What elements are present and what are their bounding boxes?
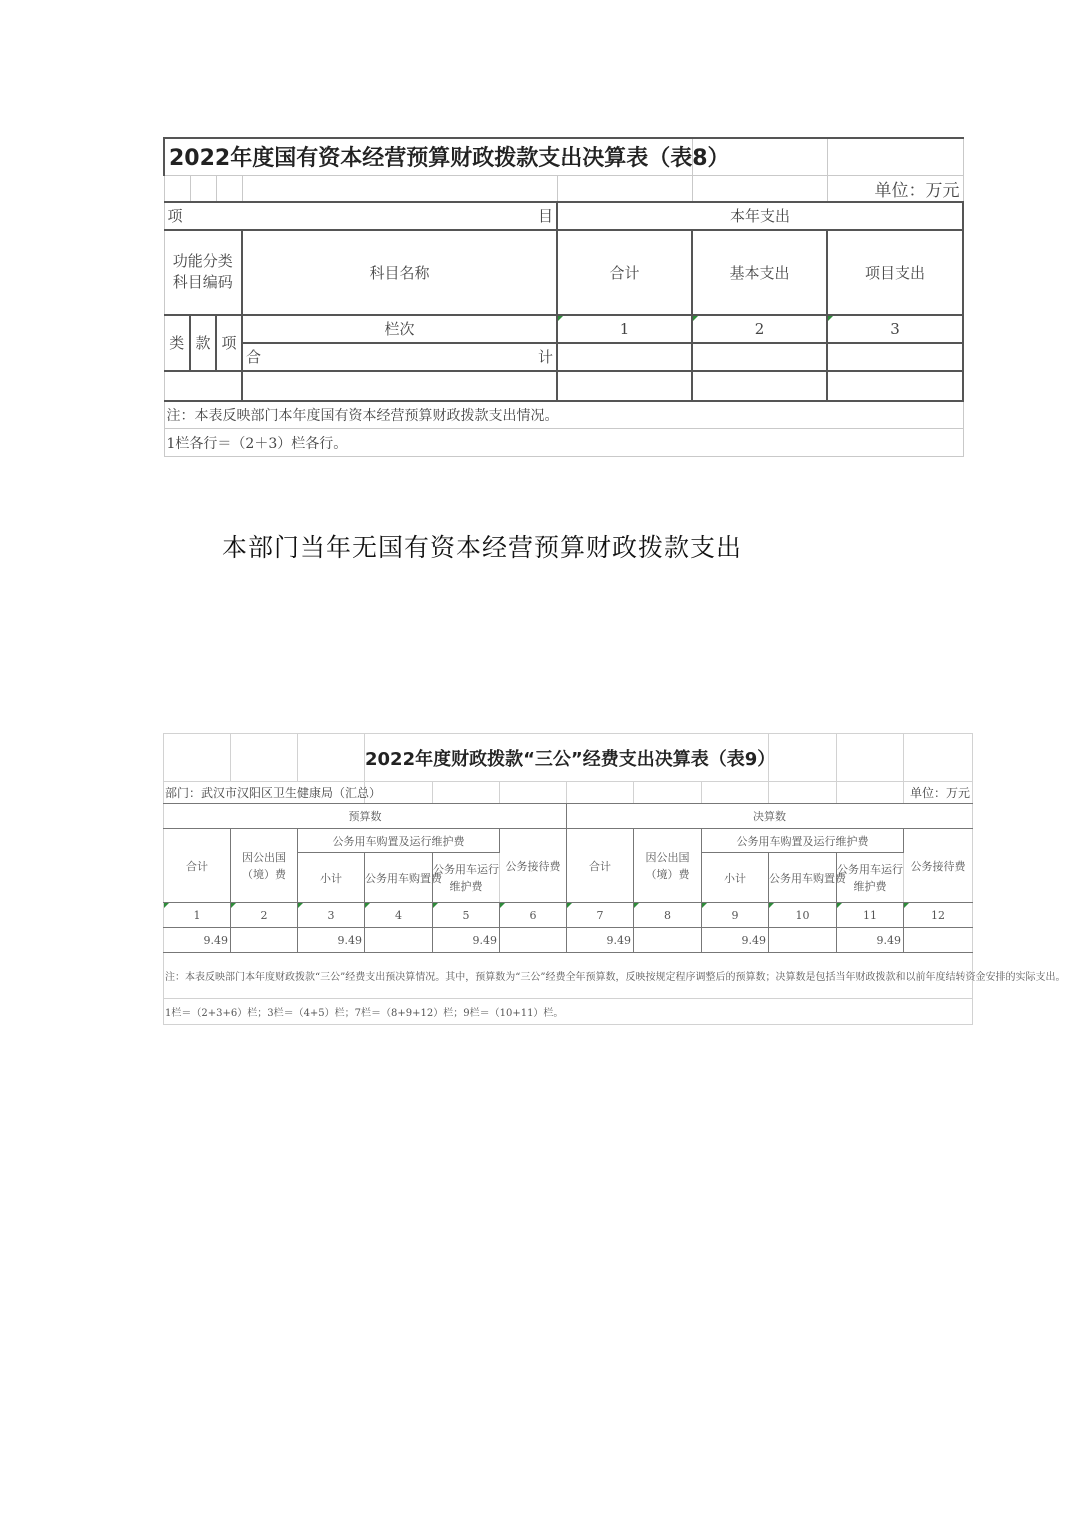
- col-num: 3: [827, 315, 963, 343]
- three-public-expense-table: [163, 733, 1066, 1025]
- value-cell: [231, 928, 298, 953]
- final-vehicle-purchase-header: 公务用车购置费: [769, 853, 837, 903]
- empty-cell: [692, 175, 827, 202]
- col-num: 4: [365, 903, 433, 928]
- budget-total-header: 合计: [164, 829, 231, 903]
- item-left: 项: [167, 207, 183, 225]
- final-vehicle-operation-header: 公务用车运行维护费: [837, 853, 904, 903]
- kuan-header: 款: [190, 315, 216, 371]
- budget-abroad-header: 因公出国（境）费: [231, 829, 298, 903]
- empty-cell: [433, 782, 500, 804]
- table9-title: 2022年度财政拨款“三公”经费支出决算表（表9）: [365, 734, 769, 782]
- value-cell: 9.49: [567, 928, 634, 953]
- empty-cell: [769, 734, 837, 782]
- empty-cell: [692, 371, 827, 401]
- col-num: 8: [634, 903, 702, 928]
- budget-reception-header: 公务接待费: [500, 829, 567, 903]
- state-capital-expense-table: [163, 137, 964, 457]
- item-header: [164, 202, 557, 230]
- empty-cell: [769, 782, 837, 804]
- budget-vehicle-group-header: 公务用车购置及运行维护费: [298, 829, 500, 853]
- budget-vehicle-operation-header: 公务用车运行维护费: [433, 853, 500, 903]
- col-num: 1: [164, 903, 231, 928]
- table8-title: 2022年度国有资本经营预算财政拨款支出决算表（表8）: [164, 138, 692, 175]
- empty-cell: [216, 175, 242, 202]
- value-cell: [634, 928, 702, 953]
- final-total-header: 合计: [567, 829, 634, 903]
- basic-expense-header: 基本支出: [692, 230, 827, 315]
- item-right: 目: [537, 207, 553, 225]
- final-header: 决算数: [567, 804, 973, 829]
- value-cell: 9.49: [433, 928, 500, 953]
- lei-header: 类: [164, 315, 190, 371]
- empty-cell: [557, 175, 692, 202]
- col-num: 2: [231, 903, 298, 928]
- col-num: 2: [692, 315, 827, 343]
- value-cell: 9.49: [702, 928, 769, 953]
- col-num: 1: [557, 315, 692, 343]
- col-num: 10: [769, 903, 837, 928]
- value-cell: 9.49: [837, 928, 904, 953]
- col-num: 9: [702, 903, 769, 928]
- budget-subtotal-header: 小计: [298, 853, 365, 903]
- final-reception-header: 公务接待费: [904, 829, 973, 903]
- table9-formula-note: 1栏＝（2+3+6）栏；3栏＝（4+5）栏；7栏＝（8+9+12）栏；9栏＝（10+11）栏。: [164, 999, 973, 1025]
- col-num: 7: [567, 903, 634, 928]
- table8-note: 注：本表反映部门本年度国有资本经营预算财政拨款支出情况。: [164, 401, 963, 429]
- final-subtotal-header: 小计: [702, 853, 769, 903]
- final-vehicle-group-header: 公务用车购置及运行维护费: [702, 829, 904, 853]
- table8-formula-note: 1栏各行＝（2＋3）栏各行。: [164, 429, 963, 457]
- sum-total-value: [557, 343, 692, 371]
- empty-cell: [242, 175, 557, 202]
- no-expense-statement: 本部门当年无国有资本经营预算财政拨款支出: [222, 533, 743, 562]
- value-cell: 9.49: [164, 928, 231, 953]
- empty-cell: [164, 371, 242, 401]
- empty-cell: [231, 734, 298, 782]
- empty-cell: [164, 175, 190, 202]
- sum-right: 计: [537, 348, 553, 366]
- sum-left: 合: [246, 348, 262, 366]
- value-cell: [904, 928, 973, 953]
- column-label: 栏次: [242, 315, 557, 343]
- empty-cell: [827, 371, 963, 401]
- budget-vehicle-purchase-header: 公务用车购置费: [365, 853, 433, 903]
- col-num: 11: [837, 903, 904, 928]
- col-num: 5: [433, 903, 500, 928]
- sum-project-value: [827, 343, 963, 371]
- empty-cell: [164, 734, 231, 782]
- final-abroad-header: 因公出国（境）费: [634, 829, 702, 903]
- col-num: 3: [298, 903, 365, 928]
- empty-cell: [904, 734, 973, 782]
- empty-cell: [242, 371, 557, 401]
- empty-cell: [827, 138, 963, 175]
- unit-label: 单位：万元: [904, 782, 973, 804]
- empty-cell: [557, 371, 692, 401]
- total-header: 合计: [557, 230, 692, 315]
- empty-cell: [567, 782, 634, 804]
- empty-cell: [837, 734, 904, 782]
- subject-name-header: 科目名称: [242, 230, 557, 315]
- unit-label: 单位：万元: [827, 175, 963, 202]
- budget-header: 预算数: [164, 804, 567, 829]
- empty-cell: [190, 175, 216, 202]
- value-cell: 9.49: [298, 928, 365, 953]
- empty-cell: [837, 782, 904, 804]
- current-year-expense-header: 本年支出: [557, 202, 963, 230]
- col-num: 12: [904, 903, 973, 928]
- sum-basic-value: [692, 343, 827, 371]
- empty-cell: [298, 734, 365, 782]
- value-cell: [769, 928, 837, 953]
- empty-cell: [500, 782, 567, 804]
- value-cell: [365, 928, 433, 953]
- empty-cell: [634, 782, 702, 804]
- sum-row-label: [242, 343, 557, 371]
- value-cell: [500, 928, 567, 953]
- department-label: 部门：武汉市汉阳区卫生健康局（汇总）: [164, 782, 365, 804]
- xiang-header: 项: [216, 315, 242, 371]
- table9-note: 注：本表反映部门本年度财政拨款“三公”经费支出预决算情况。其中，预算数为“三公”经费全年预算数，反映按规定程序调整后的预算数；决算数是包括当年财政拨款和以前年度结转资金安排的实际支出。: [164, 953, 973, 999]
- project-expense-header: 项目支出: [827, 230, 963, 315]
- col-num: 6: [500, 903, 567, 928]
- func-class-code-header: 功能分类科目编码: [164, 230, 242, 315]
- empty-cell: [702, 782, 769, 804]
